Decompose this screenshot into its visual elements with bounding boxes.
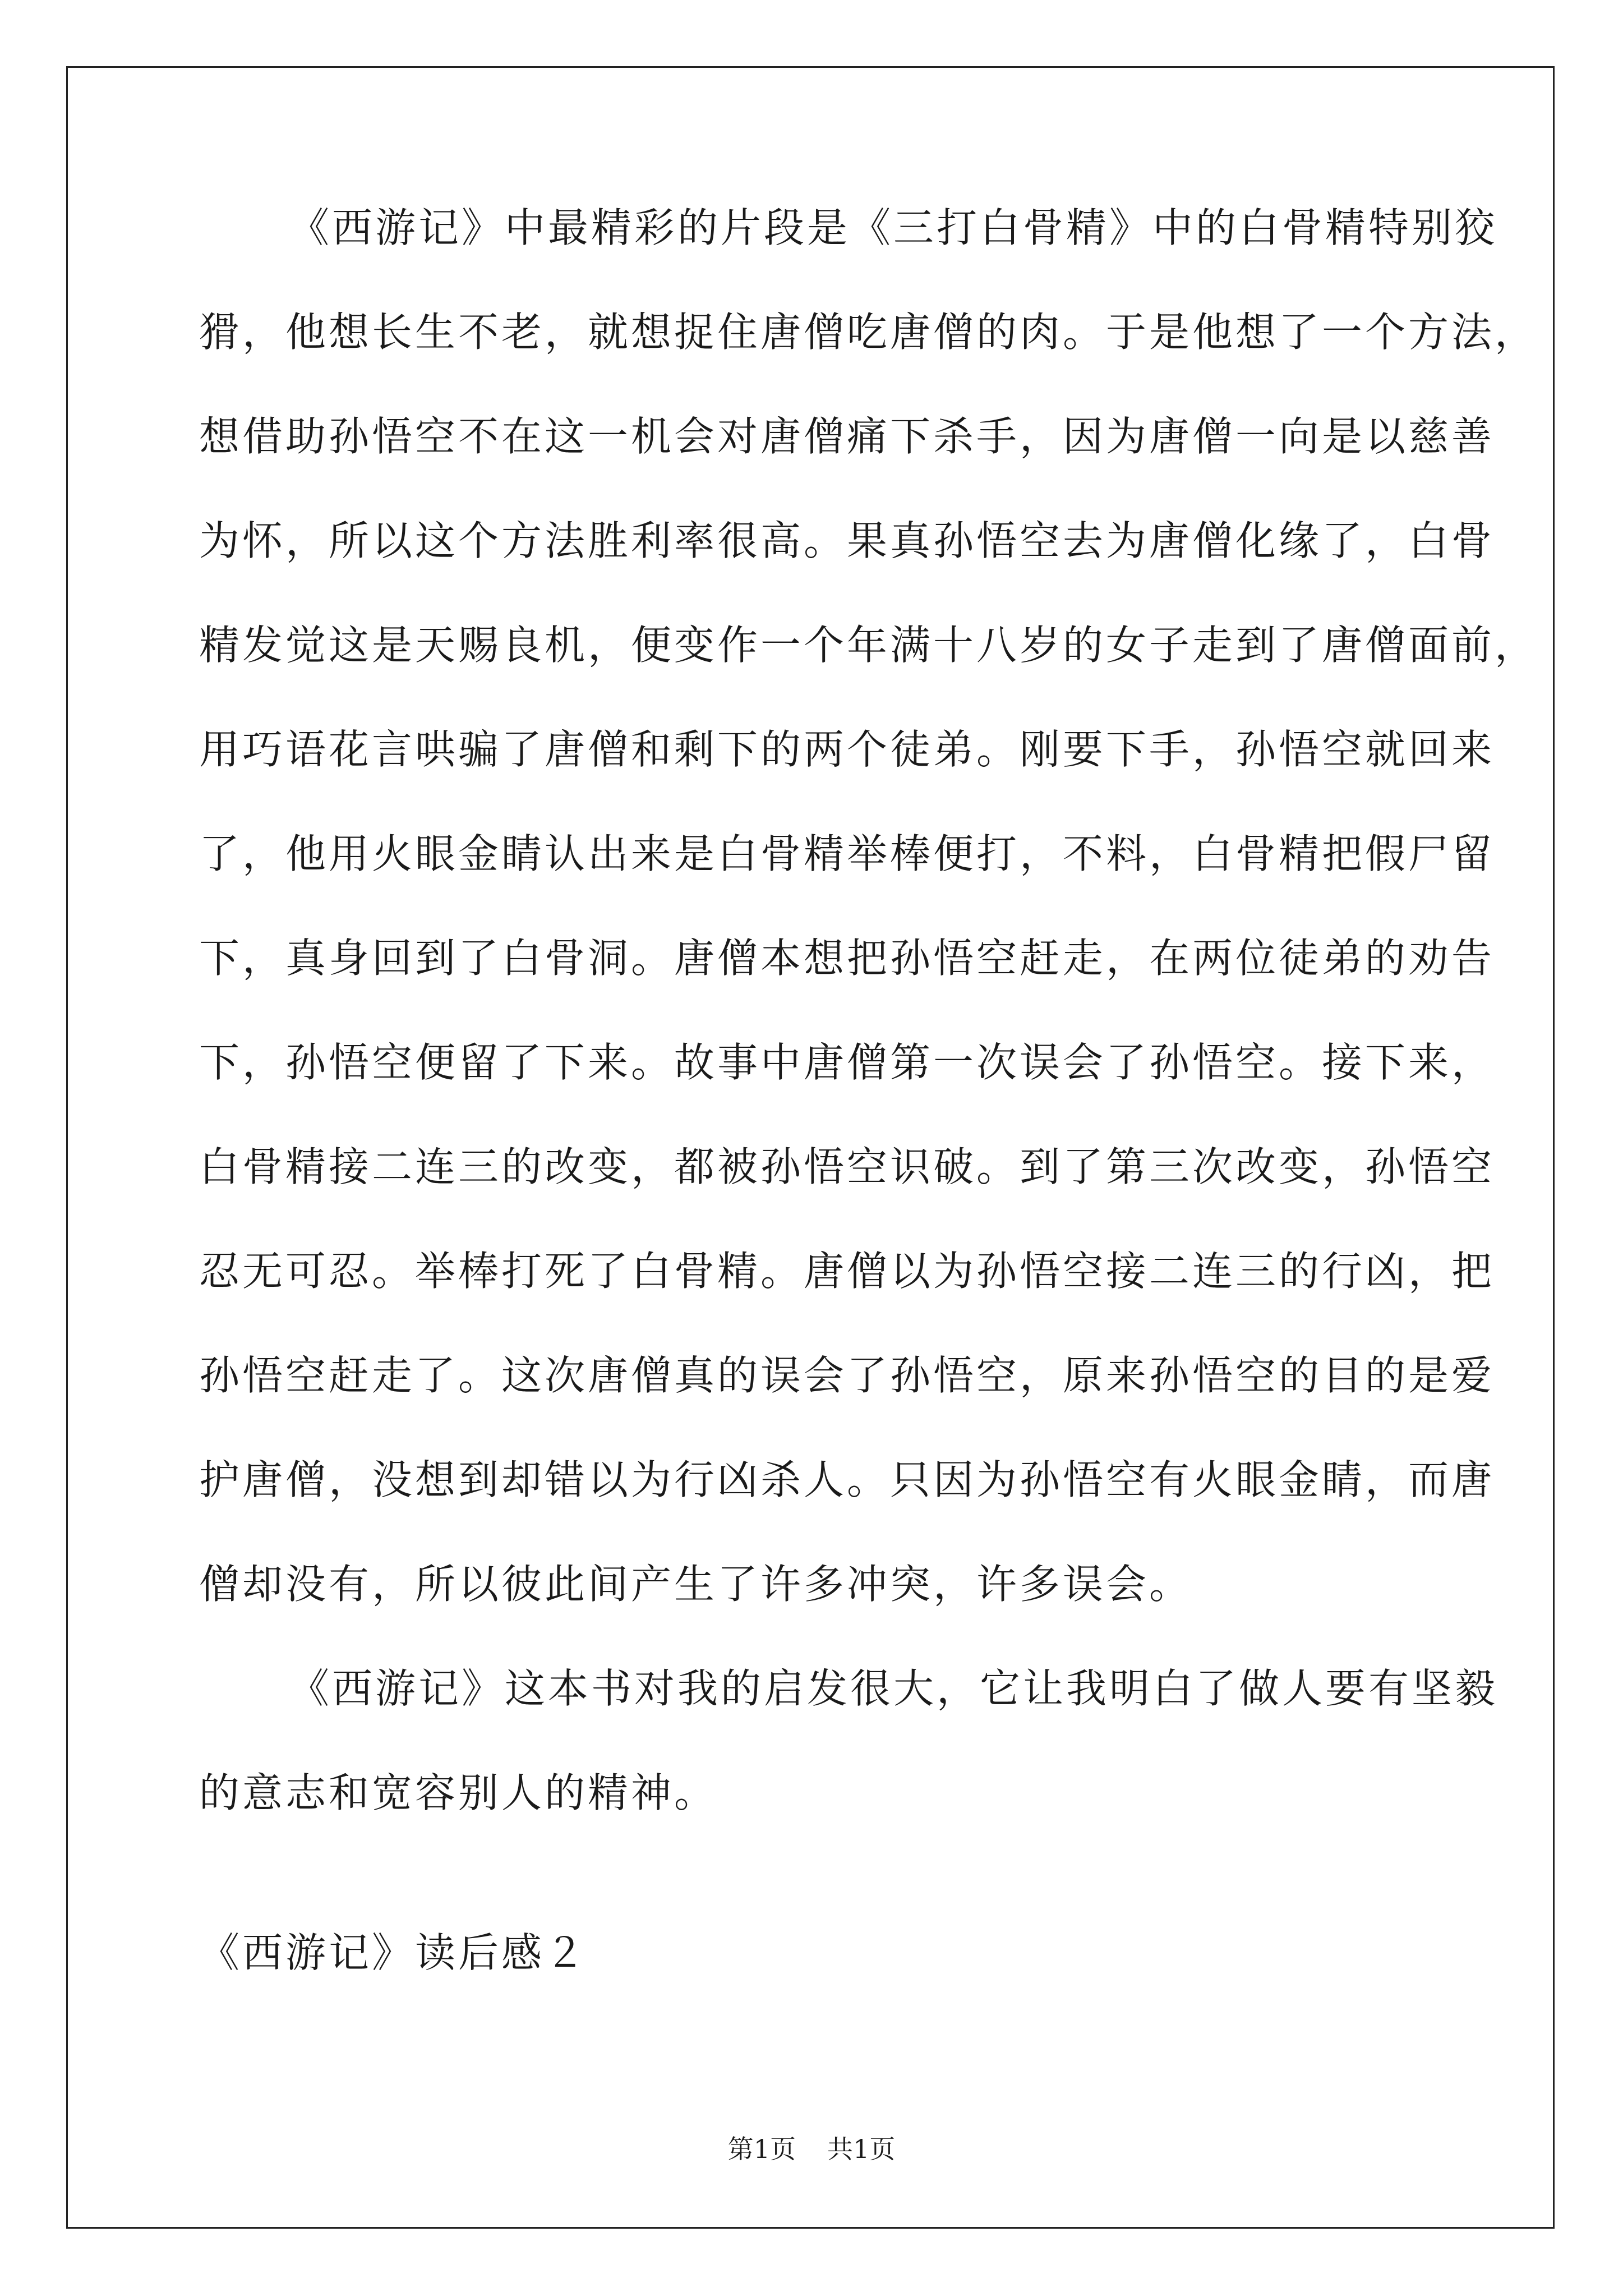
page-footer: [0, 2136, 1623, 2162]
paragraph-line: 用巧语花言哄骗了唐僧和剩下的两个徒弟。刚要下手，孙悟空就回来: [199, 726, 1495, 773]
paragraph-line: 的意志和宽容别人的精神。: [199, 1769, 718, 1816]
page-number: 第1页: [727, 2134, 796, 2164]
paragraph-line: 精发觉这是天赐良机，便变作一个年满十八岁的女子走到了唐僧面前，: [199, 622, 1538, 669]
paragraph-2: [199, 1665, 1498, 1877]
paragraph-line: 《西游记》这本书对我的启发很大，它让我明白了做人要有坚毅: [289, 1665, 1498, 1712]
paragraph-line: 下，孙悟空便留了下来。故事中唐僧第一次误会了孙悟空。接下来，: [199, 1039, 1495, 1086]
paragraph-line: 下，真身回到了白骨洞。唐僧本想把孙悟空赶走，在两位徒弟的劝告: [199, 935, 1495, 982]
paragraph-line: 为怀，所以这个方法胜利率很高。果真孙悟空去为唐僧化缘了，白骨: [199, 517, 1495, 564]
paragraph-line: 忍无可忍。举棒打死了白骨精。唐僧以为孙悟空接二连三的行凶，把: [199, 1248, 1495, 1295]
paragraph-line: 想借助孙悟空不在这一机会对唐僧痛下杀手，因为唐僧一向是以慈善: [199, 413, 1495, 460]
paragraph-line: 《西游记》中最精彩的片段是《三打白骨精》中的白骨精特别狡: [289, 204, 1498, 251]
paragraph-line: 白骨精接二连三的改变，都被孙悟空识破。到了第三次改变，孙悟空: [199, 1143, 1495, 1190]
paragraph-line: 孙悟空赶走了。这次唐僧真的误会了孙悟空，原来孙悟空的目的是爱: [199, 1352, 1495, 1399]
paragraph-line: 了，他用火眼金睛认出来是白骨精举棒便打，不料，白骨精把假尸留: [199, 830, 1495, 877]
section-heading: 《西游记》读后感２: [199, 1929, 588, 1976]
paragraph-1: [199, 204, 1538, 1668]
page-total: 共1页: [827, 2134, 896, 2164]
document-body: [199, 204, 1538, 1877]
paragraph-line: 猾，他想长生不老，就想捉住唐僧吃唐僧的肉。于是他想了一个方法，: [199, 309, 1538, 356]
paragraph-line: 僧却没有，所以彼此间产生了许多冲突，许多误会。: [199, 1561, 1193, 1608]
paragraph-line: 护唐僧，没想到却错以为行凶杀人。只因为孙悟空有火眼金睛，而唐: [199, 1456, 1495, 1503]
